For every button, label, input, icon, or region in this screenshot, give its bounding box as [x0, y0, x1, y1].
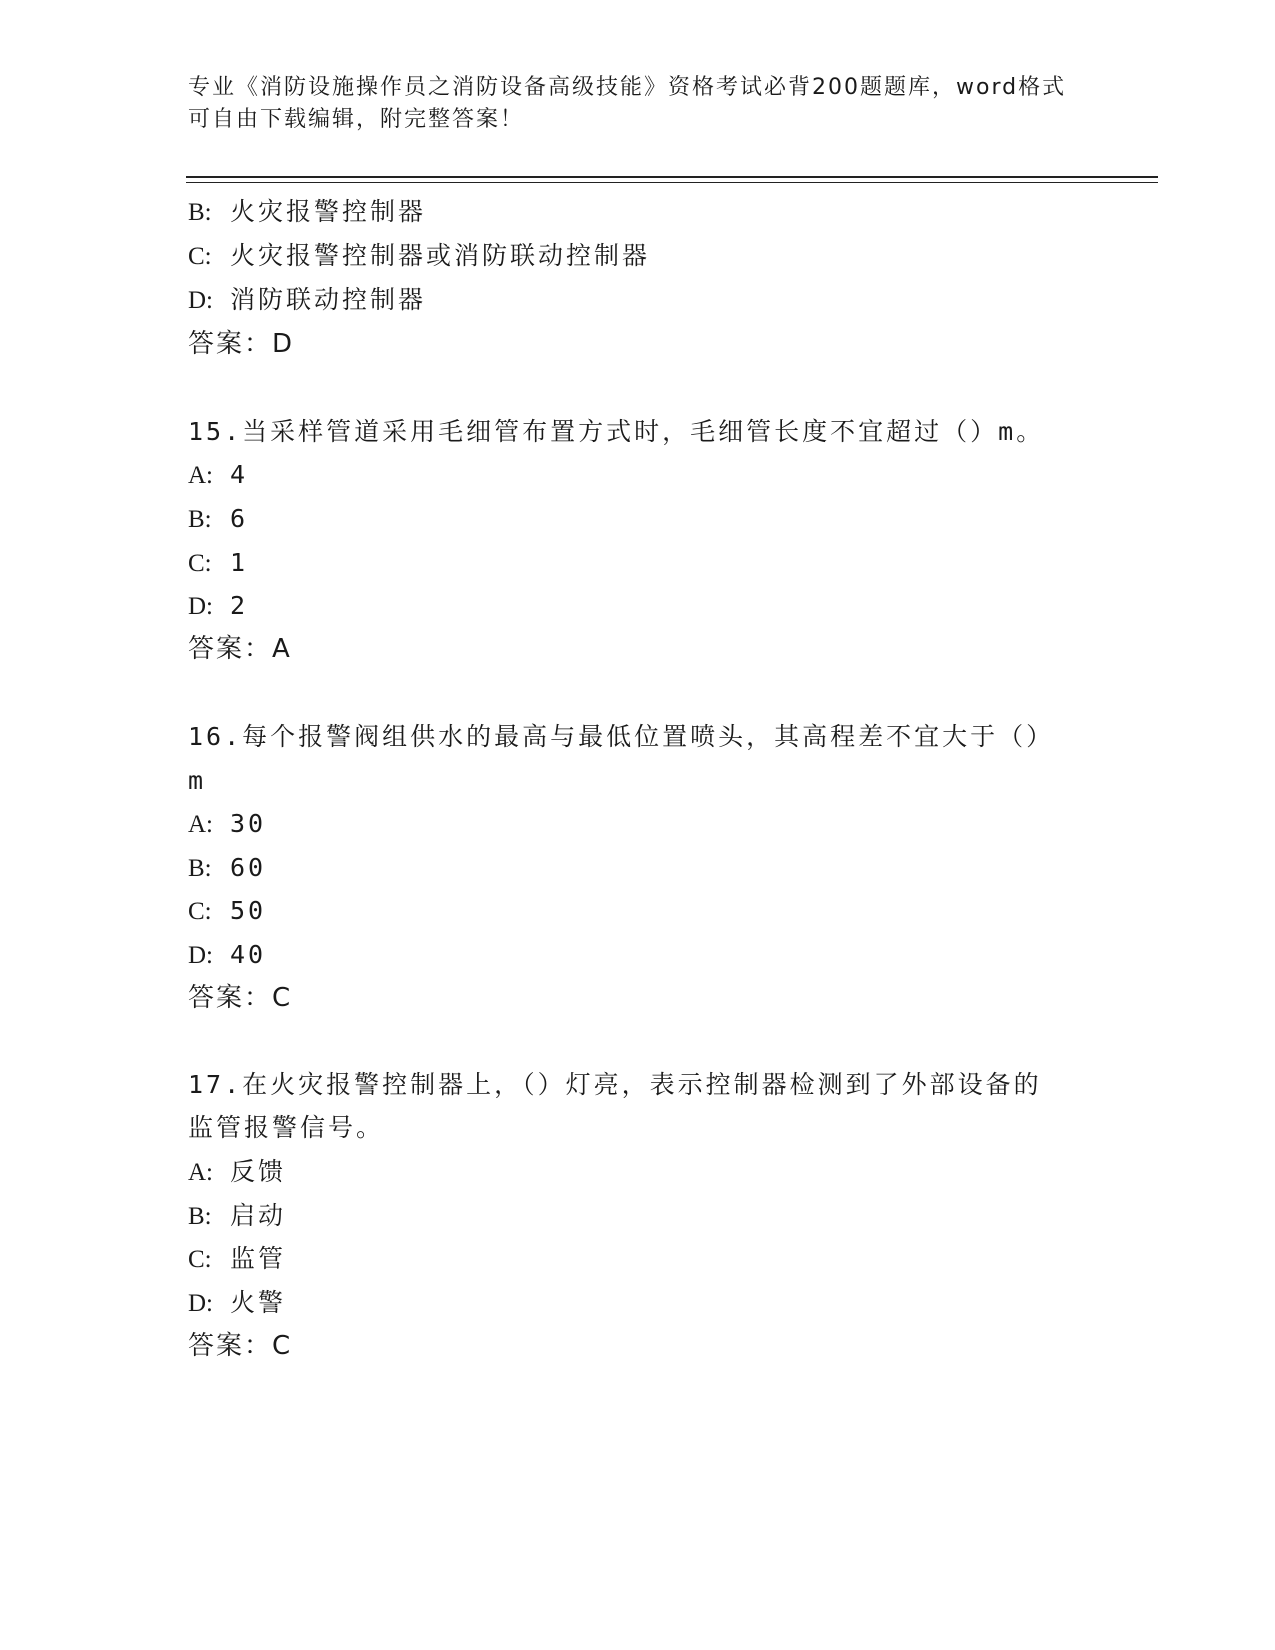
- option-text: 反馈: [230, 1157, 287, 1186]
- q17-option-d: [188, 1287, 286, 1320]
- q15-option-d: [188, 590, 248, 623]
- option-prefix: B:: [188, 855, 212, 882]
- option-prefix: A:: [188, 811, 213, 838]
- question-16-line2: m: [188, 766, 207, 795]
- q17-option-b: [188, 1200, 286, 1233]
- option-prefix: B:: [188, 1203, 212, 1230]
- q15-option-a: [188, 459, 248, 492]
- q16-answer: 答案：C: [188, 983, 293, 1013]
- question-15: 15.当采样管道采用毛细管布置方式时，毛细管长度不宜超过（）m。: [188, 417, 1045, 446]
- q15-answer: 答案：A: [188, 634, 292, 664]
- option-prefix: A:: [188, 1159, 213, 1186]
- option-prefix: D:: [188, 1290, 213, 1317]
- option-prefix: B:: [188, 506, 212, 533]
- q17-answer: 答案：C: [188, 1331, 293, 1361]
- q16-option-d: [188, 939, 266, 972]
- option-text: 启动: [230, 1201, 287, 1230]
- header-divider-thick: [186, 176, 1158, 178]
- option-prefix: D:: [188, 593, 213, 620]
- option-prefix: A:: [188, 462, 213, 489]
- question-16-line1: 16.每个报警阀组供水的最高与最低位置喷头，其高程差不宜大于（）: [188, 722, 1055, 751]
- q15-option-b: [188, 503, 248, 536]
- q17-option-c: [188, 1243, 286, 1276]
- option-text: 50: [230, 896, 267, 925]
- option-text: 6: [230, 504, 249, 533]
- option-prefix: B:: [188, 199, 212, 226]
- option-text: 40: [230, 940, 267, 969]
- answer-line: 答案：D: [188, 329, 295, 359]
- question-17-line1: 17.在火灾报警控制器上，（）灯亮，表示控制器检测到了外部设备的: [188, 1070, 1042, 1099]
- option-b: [188, 196, 426, 229]
- q16-option-a: [188, 808, 266, 841]
- option-prefix: D:: [188, 942, 213, 969]
- header-divider-thin: [186, 182, 1158, 183]
- question-17-line2: 监管报警信号。: [188, 1113, 385, 1142]
- option-prefix: C:: [188, 550, 212, 577]
- option-text: 火灾报警控制器或消防联动控制器: [230, 241, 651, 270]
- option-text: 1: [230, 548, 249, 577]
- option-prefix: D:: [188, 287, 213, 314]
- q16-option-c: [188, 895, 266, 928]
- option-text: 30: [230, 809, 267, 838]
- option-c: [188, 240, 650, 273]
- document-header: 专业《消防设施操作员之消防设备高级技能》资格考试必背200题题库，word格式可自由下载编辑，附完整答案！: [188, 75, 1067, 132]
- option-text: 60: [230, 853, 267, 882]
- option-text: 火灾报警控制器: [230, 197, 427, 226]
- option-text: 消防联动控制器: [230, 285, 427, 314]
- option-text: 火警: [230, 1288, 287, 1317]
- option-d: [188, 284, 426, 317]
- q17-option-a: [188, 1156, 286, 1189]
- option-text: 监管: [230, 1244, 287, 1273]
- q15-option-c: [188, 547, 248, 580]
- option-text: 4: [230, 460, 249, 489]
- option-prefix: C:: [188, 1246, 212, 1273]
- option-text: 2: [230, 591, 249, 620]
- option-prefix: C:: [188, 243, 212, 270]
- q16-option-b: [188, 852, 266, 885]
- option-prefix: C:: [188, 898, 212, 925]
